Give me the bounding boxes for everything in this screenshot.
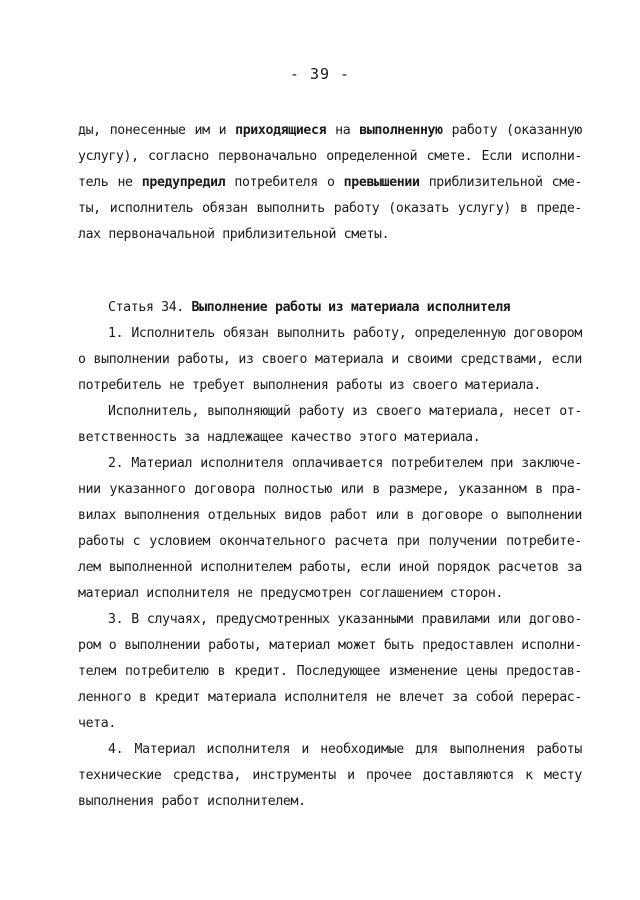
text-line (78, 118, 582, 144)
text-line (78, 399, 582, 425)
text-segment: Статья 34. (108, 300, 192, 315)
text-segment: на (326, 123, 360, 138)
text-line (78, 737, 582, 763)
text-segment: Исполнитель, выполняющий работу из своего материала, несет от- (108, 404, 582, 419)
text-segment: нии указанного договора полностью или в размере, указанном в пра- (78, 482, 582, 497)
text-segment: 2. Материал исполнителя оплачивается потребителем при заключе- (108, 456, 582, 471)
text-line (78, 144, 582, 170)
text-segment: о выполнении работы, из своего материала и своими средствами, если (78, 352, 582, 367)
text-segment: материал исполнителя не предусмотрен соглашением сторон. (78, 586, 504, 601)
text-segment: ты, исполнитель обязан выполнить работу (оказать услугу) в преде- (78, 201, 582, 216)
bold-text: Выполнение работы из материала исполнителя (191, 300, 511, 315)
text-segment: 4. Материал исполнителя и необходимые для выполнения работы (108, 742, 582, 757)
text-segment: работы с условием окончательного расчета при получении потребите- (78, 534, 582, 549)
page-number: - 39 - (289, 65, 351, 83)
text-line (78, 347, 582, 373)
text-segment: вилах выполнения отдельных видов работ или в договоре о выполнении (78, 508, 582, 523)
text-line (78, 607, 582, 633)
text-segment: ленного в кредит материала исполнителя не влечет за собой перерас- (78, 690, 582, 705)
text-segment: ветственность за надлежащее качество этого материала. (78, 430, 481, 445)
text-segment: лах первоначальной приблизительной сметы. (78, 227, 390, 242)
text-line (78, 581, 582, 607)
text-block (78, 295, 582, 815)
text-line (78, 711, 582, 737)
text-line (78, 555, 582, 581)
bold-text: приходящиеся (235, 123, 327, 138)
text-segment: выполнения работ исполнителем. (78, 794, 306, 809)
text-segment: ды, понесенные им и (78, 123, 236, 138)
text-line (78, 451, 582, 477)
text-segment: тель не (78, 175, 142, 190)
text-segment: ром о выполнении работы, материал может быть предоставлен исполни- (78, 638, 582, 653)
text-segment: потребитель не требует выполнения работы из своего материала. (78, 378, 541, 393)
bold-text: выполненную (359, 123, 443, 138)
text-line (78, 529, 582, 555)
text-segment: услугу), согласно первоначально определенной смете. Если исполни- (78, 149, 582, 164)
text-segment: работу (оказанную (442, 123, 583, 138)
text-line (78, 789, 582, 815)
text-line (78, 425, 582, 451)
text-line (78, 685, 582, 711)
text-segment: технические средства, инструменты и прочее доставляются к месту (78, 768, 582, 783)
text-segment: потребителя о (225, 175, 344, 190)
text-line (78, 373, 582, 399)
text-line (78, 222, 582, 248)
text-line (78, 633, 582, 659)
text-segment: чета. (78, 716, 116, 731)
text-line (78, 170, 582, 196)
text-block (78, 118, 582, 248)
text-line (78, 196, 582, 222)
text-line (78, 477, 582, 503)
text-line (78, 659, 582, 685)
text-line (78, 321, 582, 347)
text-segment: лем выполненной исполнителем работы, если иной порядок расчетов за (78, 560, 582, 575)
bold-text: превышении (343, 175, 420, 190)
text-segment: телем потребителю в кредит. Последующее изменение цены предостав- (78, 664, 582, 679)
text-segment: 1. Исполнитель обязан выполнить работу, определенную договором (108, 326, 582, 341)
article-heading (78, 295, 582, 321)
text-segment: приблизительной сме- (419, 175, 582, 190)
text-line (78, 503, 582, 529)
bold-text: предупредил (141, 175, 226, 190)
text-line (78, 763, 582, 789)
text-segment: 3. В случаях, предусмотренных указанными правилами или догово- (108, 612, 582, 627)
